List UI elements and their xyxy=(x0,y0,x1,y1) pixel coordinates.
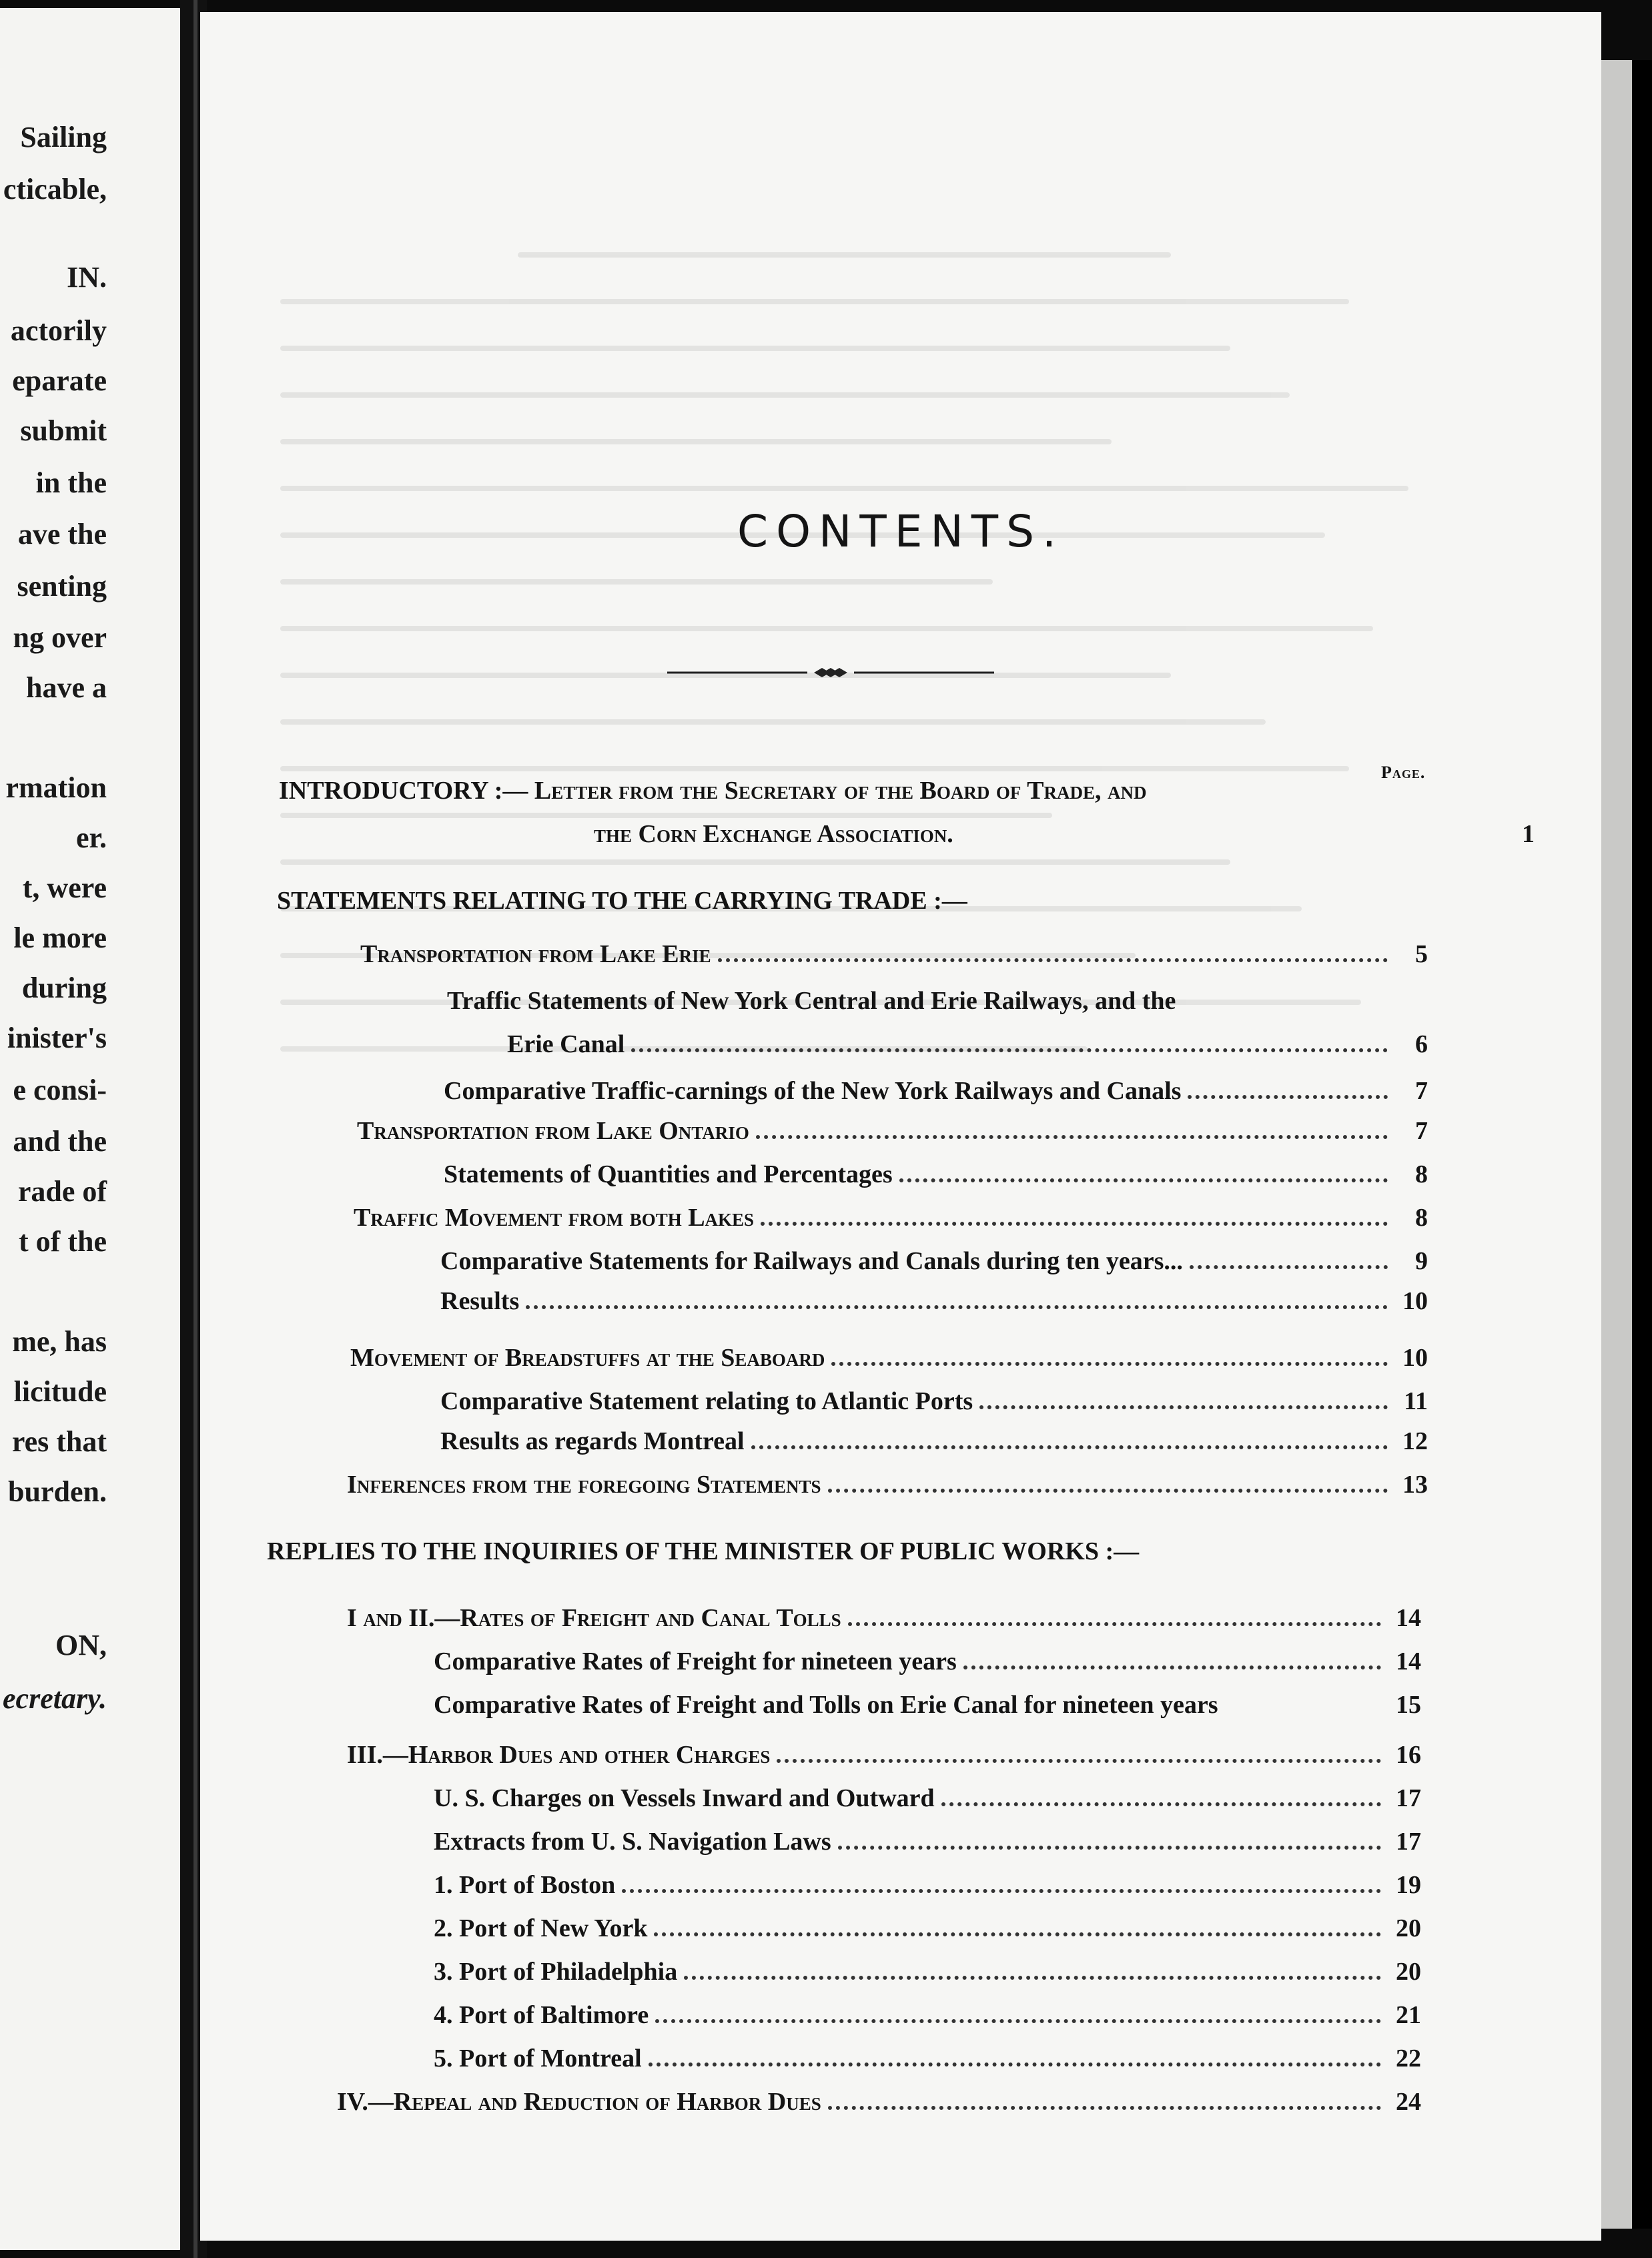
dot-leader xyxy=(761,1222,1388,1226)
toc-entry xyxy=(357,1116,1428,1146)
page-number: 10 xyxy=(1402,1287,1428,1315)
section-heading-carrying-trade: STATEMENTS RELATING TO THE CARRYING TRADE :— xyxy=(277,887,967,915)
toc-entry xyxy=(337,2087,1421,2117)
facing-page-fragment: le more xyxy=(13,921,107,954)
section-heading-replies: REPLIES TO THE INQUIRIES OF THE MINISTER OF PUBLIC WORKS :— xyxy=(267,1537,1140,1565)
facing-page-fragment: IN. xyxy=(67,261,107,294)
toc-entry xyxy=(347,1740,1421,1770)
dot-leader xyxy=(828,2106,1381,2110)
toc-entry-label: Results as regards Montreal xyxy=(440,1427,745,1455)
page-number: 22 xyxy=(1396,2044,1421,2073)
facing-page-fragment: senting xyxy=(17,570,107,603)
toc-entry xyxy=(434,1827,1421,1856)
facing-page-fragment: ng over xyxy=(13,621,107,654)
dot-leader xyxy=(777,1759,1381,1763)
page-number: 21 xyxy=(1396,2001,1421,2029)
page-number: 13 xyxy=(1402,1471,1428,1499)
facing-page-fragment: in the xyxy=(35,466,107,499)
page-number: 8 xyxy=(1415,1204,1428,1232)
facing-page-fragment: t of the xyxy=(19,1225,107,1258)
toc-entry xyxy=(434,1914,1421,1943)
toc-entry-label: Results xyxy=(440,1287,520,1315)
page-column-heading: Page. xyxy=(1381,763,1426,782)
page-number: 12 xyxy=(1402,1427,1428,1455)
toc-entry-label: IV.—Repeal and Reduction of Harbor Dues xyxy=(337,2088,821,2116)
introductory-label: INTRODUCTORY :— xyxy=(279,777,528,805)
toc-entry-label: 4. Port of Baltimore xyxy=(434,2001,649,2029)
toc-entry xyxy=(347,1603,1421,1633)
toc-entry-label: Transportation from Lake Ontario xyxy=(357,1117,749,1145)
page-title: CONTENTS. xyxy=(737,506,1064,557)
facing-page-fragment: er. xyxy=(75,821,107,854)
toc-entry-label: Extracts from U. S. Navigation Laws xyxy=(434,1828,831,1856)
page-number: 1 xyxy=(1522,820,1535,848)
facing-page-fragment: rmation xyxy=(5,771,107,804)
toc-entry-label: Inferences from the foregoing Statements xyxy=(347,1471,821,1499)
toc-entry-label: Transportation from Lake Erie xyxy=(360,940,711,968)
toc-entry xyxy=(434,1784,1421,1813)
toc-entry-label: Comparative Rates of Freight for nineteen years xyxy=(434,1647,957,1675)
page-edge xyxy=(1601,60,1633,2229)
toc-entry-label: Comparative Statement relating to Atlantic Ports xyxy=(440,1387,973,1415)
toc-entry xyxy=(440,1427,1428,1456)
toc-entry xyxy=(360,939,1428,969)
dot-leader xyxy=(828,1489,1388,1493)
facing-page-fragment: cticable, xyxy=(3,173,107,206)
toc-entry xyxy=(434,2000,1421,2030)
page-number: 19 xyxy=(1396,1871,1421,1899)
toc-entry-label: I and II.—Rates of Freight and Canal Tolls xyxy=(347,1604,841,1632)
toc-entry xyxy=(507,1030,1428,1059)
toc-entry xyxy=(347,1470,1428,1499)
dot-leader xyxy=(838,1846,1381,1850)
dot-leader xyxy=(655,2019,1381,2023)
toc-entry xyxy=(440,1246,1428,1276)
introductory-text-line2: the Corn Exchange Association. xyxy=(594,820,953,848)
dot-leader xyxy=(899,1178,1388,1182)
ornament-divider xyxy=(667,663,994,683)
page-number: 11 xyxy=(1404,1387,1428,1415)
dot-leader xyxy=(526,1305,1388,1309)
introductory-entry xyxy=(279,776,1147,805)
toc-entry-label: Comparative Rates of Freight and Tolls on Erie Canal for nineteen years xyxy=(434,1691,1218,1719)
dot-leader xyxy=(631,1048,1388,1052)
toc-entry-label: 5. Port of Montreal xyxy=(434,2044,642,2073)
toc-entry xyxy=(444,1160,1428,1189)
toc-entry xyxy=(444,1076,1428,1106)
facing-page xyxy=(0,8,180,2250)
facing-page-fragment: during xyxy=(21,972,107,1004)
toc-entry-label: U. S. Charges on Vessels Inward and Outward xyxy=(434,1784,935,1812)
dot-leader xyxy=(963,1665,1381,1669)
dot-leader xyxy=(941,1802,1381,1806)
facing-page-fragment: ave the xyxy=(17,518,107,550)
facing-page-fragment: t, were xyxy=(22,871,107,904)
toc-entry xyxy=(440,1387,1428,1416)
facing-page-fragment: rade of xyxy=(17,1175,107,1208)
dot-leader xyxy=(718,958,1388,962)
page-edge-shadow xyxy=(1632,60,1652,2229)
facing-page-fragment: inister's xyxy=(7,1022,107,1054)
page-number: 7 xyxy=(1415,1117,1428,1145)
page-number: 14 xyxy=(1396,1647,1421,1675)
toc-entry-label: 3. Port of Philadelphia xyxy=(434,1958,678,1986)
facing-page-fragment: Sailing xyxy=(20,121,107,153)
facing-page-fragment: burden. xyxy=(8,1475,107,1508)
page-number: 20 xyxy=(1396,1958,1421,1986)
toc-entry xyxy=(434,1690,1421,1720)
page-number: 24 xyxy=(1396,2088,1421,2116)
toc-entry-label: Traffic Statements of New York Central and Erie Railways, and the xyxy=(447,987,1176,1015)
gutter-line xyxy=(193,0,197,2258)
facing-page-fragment: res that xyxy=(11,1425,107,1458)
page-number: 5 xyxy=(1415,940,1428,968)
page-number: 20 xyxy=(1396,1914,1421,1942)
facing-page-fragment: and the xyxy=(13,1125,107,1158)
facing-page-fragment: e consi- xyxy=(13,1074,107,1106)
dot-leader xyxy=(654,1932,1381,1936)
toc-entry xyxy=(434,1870,1421,1900)
dot-leader xyxy=(751,1445,1388,1449)
toc-entry-label: 2. Port of New York xyxy=(434,1914,648,1942)
toc-entry-label: Comparative Traffic-carnings of the New York Railways and Canals xyxy=(444,1077,1182,1105)
toc-entry xyxy=(434,1957,1421,1986)
facing-page-fragment: me, has xyxy=(12,1325,107,1358)
toc-entry xyxy=(447,986,1176,1016)
toc-entry-label: Traffic Movement from both Lakes xyxy=(354,1204,755,1232)
page-number: 17 xyxy=(1396,1828,1421,1856)
facing-page-fragment: submit xyxy=(20,414,107,447)
facing-page-fragment: have a xyxy=(26,671,107,704)
facing-page-fragment: licitude xyxy=(13,1375,107,1408)
page-number: 6 xyxy=(1415,1030,1428,1058)
page-number: 9 xyxy=(1415,1247,1428,1275)
facing-page-fragment: actorily xyxy=(10,314,107,347)
dot-leader xyxy=(831,1362,1388,1366)
page-number: 10 xyxy=(1402,1344,1428,1372)
facing-page-fragment: eparate xyxy=(12,364,107,397)
toc-entry-label: Comparative Statements for Railways and Canals during ten years... xyxy=(440,1247,1183,1275)
dot-leader xyxy=(1190,1265,1388,1269)
toc-entry xyxy=(434,2044,1421,2073)
dot-leader xyxy=(622,1889,1381,1893)
introductory-text-line1: Letter from the Secretary of the Board of Trade, and xyxy=(534,777,1147,805)
page-number: 8 xyxy=(1415,1160,1428,1188)
dot-leader xyxy=(1188,1095,1388,1099)
toc-entry-label: 1. Port of Boston xyxy=(434,1871,616,1899)
page-number: 16 xyxy=(1396,1741,1421,1769)
dot-leader xyxy=(684,1976,1381,1980)
dot-leader xyxy=(979,1405,1388,1409)
page-number: 15 xyxy=(1396,1691,1421,1719)
toc-entry xyxy=(434,1647,1421,1676)
toc-entry-label: Erie Canal xyxy=(507,1030,625,1058)
page-number: 14 xyxy=(1396,1604,1421,1632)
dot-leader xyxy=(848,1622,1381,1626)
toc-entry xyxy=(440,1286,1428,1316)
facing-page-fragment: ecretary. xyxy=(3,1682,107,1715)
contents-page xyxy=(200,12,1601,2241)
page-number: 7 xyxy=(1415,1077,1428,1105)
dot-leader xyxy=(649,2062,1381,2066)
introductory-entry-line2 xyxy=(594,819,1535,849)
dot-leader xyxy=(756,1135,1388,1139)
toc-entry xyxy=(350,1343,1428,1373)
toc-entry xyxy=(354,1203,1428,1232)
toc-entry-label: III.—Harbor Dues and other Charges xyxy=(347,1741,771,1769)
facing-page-fragment: ON, xyxy=(55,1629,107,1661)
page-number: 17 xyxy=(1396,1784,1421,1812)
toc-entry-label: Statements of Quantities and Percentages xyxy=(444,1160,893,1188)
toc-entry-label: Movement of Breadstuffs at the Seaboard xyxy=(350,1344,825,1372)
